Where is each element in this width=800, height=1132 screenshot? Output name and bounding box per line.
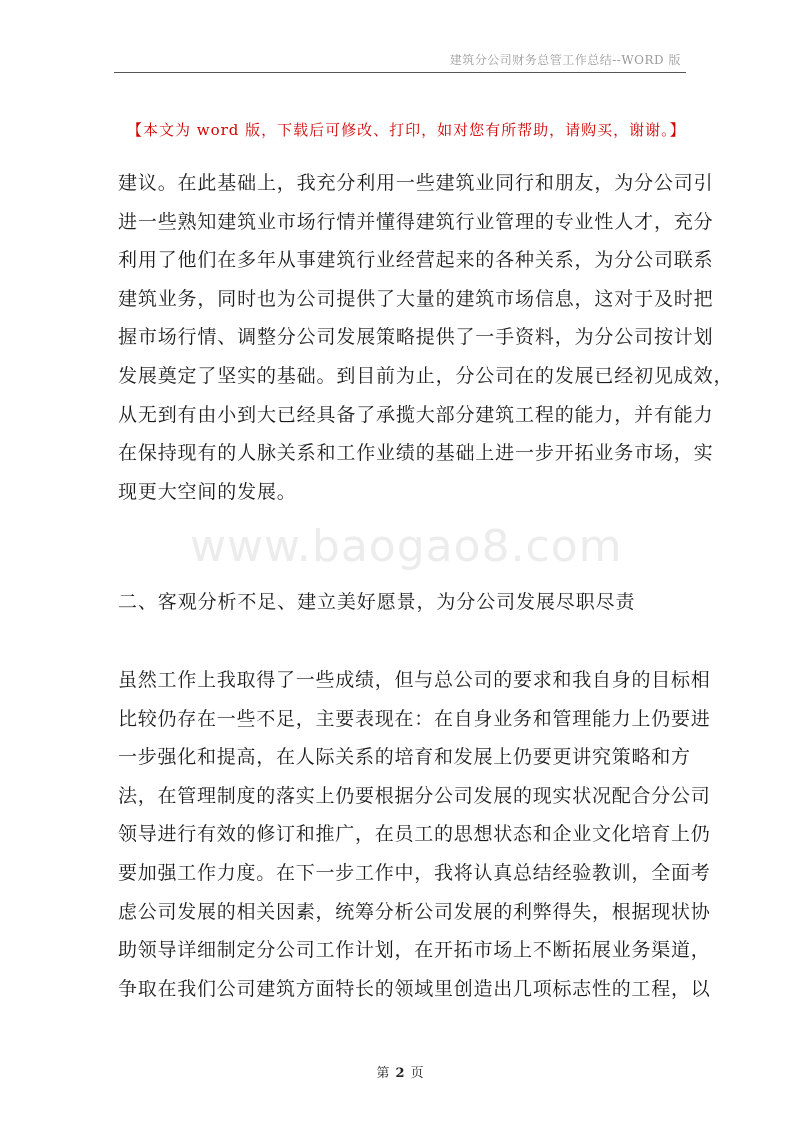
page-footer xyxy=(0,1062,800,1081)
heading-line: 二、客观分析不足、建立美好愿景，为分公司发展尽职尽责 xyxy=(118,591,636,613)
running-header: 建筑分公司财务总管工作总结--WORD 版 xyxy=(449,53,681,67)
text-line: 争取在我们公司建筑方面特长的领域里创造出几项标志性的工程，以 xyxy=(118,977,711,1000)
text-line: 握市场行情、调整分公司发展策略提供了一手资料，为分公司按计划 xyxy=(118,326,714,349)
text-line: 建议。在此基础上，我充分利用一些建筑业同行和朋友，为分公司引 xyxy=(118,172,714,194)
section-heading xyxy=(118,583,635,622)
text-line: 一步强化和提高，在人际关系的培育和发展上仍要更讲究策略和方 xyxy=(118,746,691,769)
text-line: 虽然工作上我取得了一些成绩，但与总公司的要求和我自身的目标相 xyxy=(118,669,711,691)
text-line: 建筑业务，同时也为公司提供了大量的建筑市场信息，这对于及时把 xyxy=(118,287,714,310)
text-line: 从无到有由小到大已经具备了承揽大部分建筑工程的能力，并有能力 xyxy=(118,403,714,426)
download-notice: 【本文为 word 版，下载后可修改、打印，如对您有所帮助，请购买，谢谢。】 xyxy=(127,121,686,139)
text-line: 现更大空间的发展。 xyxy=(118,480,297,503)
text-line: 法，在管理制度的落实上仍要根据分公司发展的现实状况配合分公司 xyxy=(118,784,711,807)
text-line: 虑公司发展的相关因素，统筹分析公司发展的利弊得失，根据现状协 xyxy=(118,900,711,923)
text-line: 利用了他们在多年从事建筑行业经营起来的各种关系，为分公司联系 xyxy=(118,249,714,272)
text-line: 要加强工作力度。在下一步工作中，我将认真总结经验教训，全面考 xyxy=(118,861,711,884)
text-line: 发展奠定了坚实的基础。到目前为止，分公司在的发展已经初见成效， xyxy=(118,364,734,387)
footer-suffix: 页 xyxy=(410,1066,424,1081)
page-number: 2 xyxy=(395,1066,405,1081)
text-line: 在保持现有的人脉关系和工作业绩的基础上进一步开拓业务市场，实 xyxy=(118,442,714,465)
paragraph-1 xyxy=(118,164,733,511)
text-line: 领导进行有效的修订和推广，在员工的思想状态和企业文化培育上仍 xyxy=(118,823,711,846)
text-line: 进一些熟知建筑业市场行情并懂得建筑行业管理的专业性人才，充分 xyxy=(118,210,714,233)
header-rule xyxy=(114,72,686,73)
paragraph-2 xyxy=(118,661,711,1008)
text-line: 助领导详细制定分公司工作计划，在开拓市场上不断拓展业务渠道， xyxy=(118,939,711,962)
footer-prefix: 第 xyxy=(376,1066,390,1081)
text-line: 比较仍存在一些不足，主要表现在：在自身业务和管理能力上仍要进 xyxy=(118,707,711,730)
watermark: www.baogao8.com xyxy=(190,521,623,572)
